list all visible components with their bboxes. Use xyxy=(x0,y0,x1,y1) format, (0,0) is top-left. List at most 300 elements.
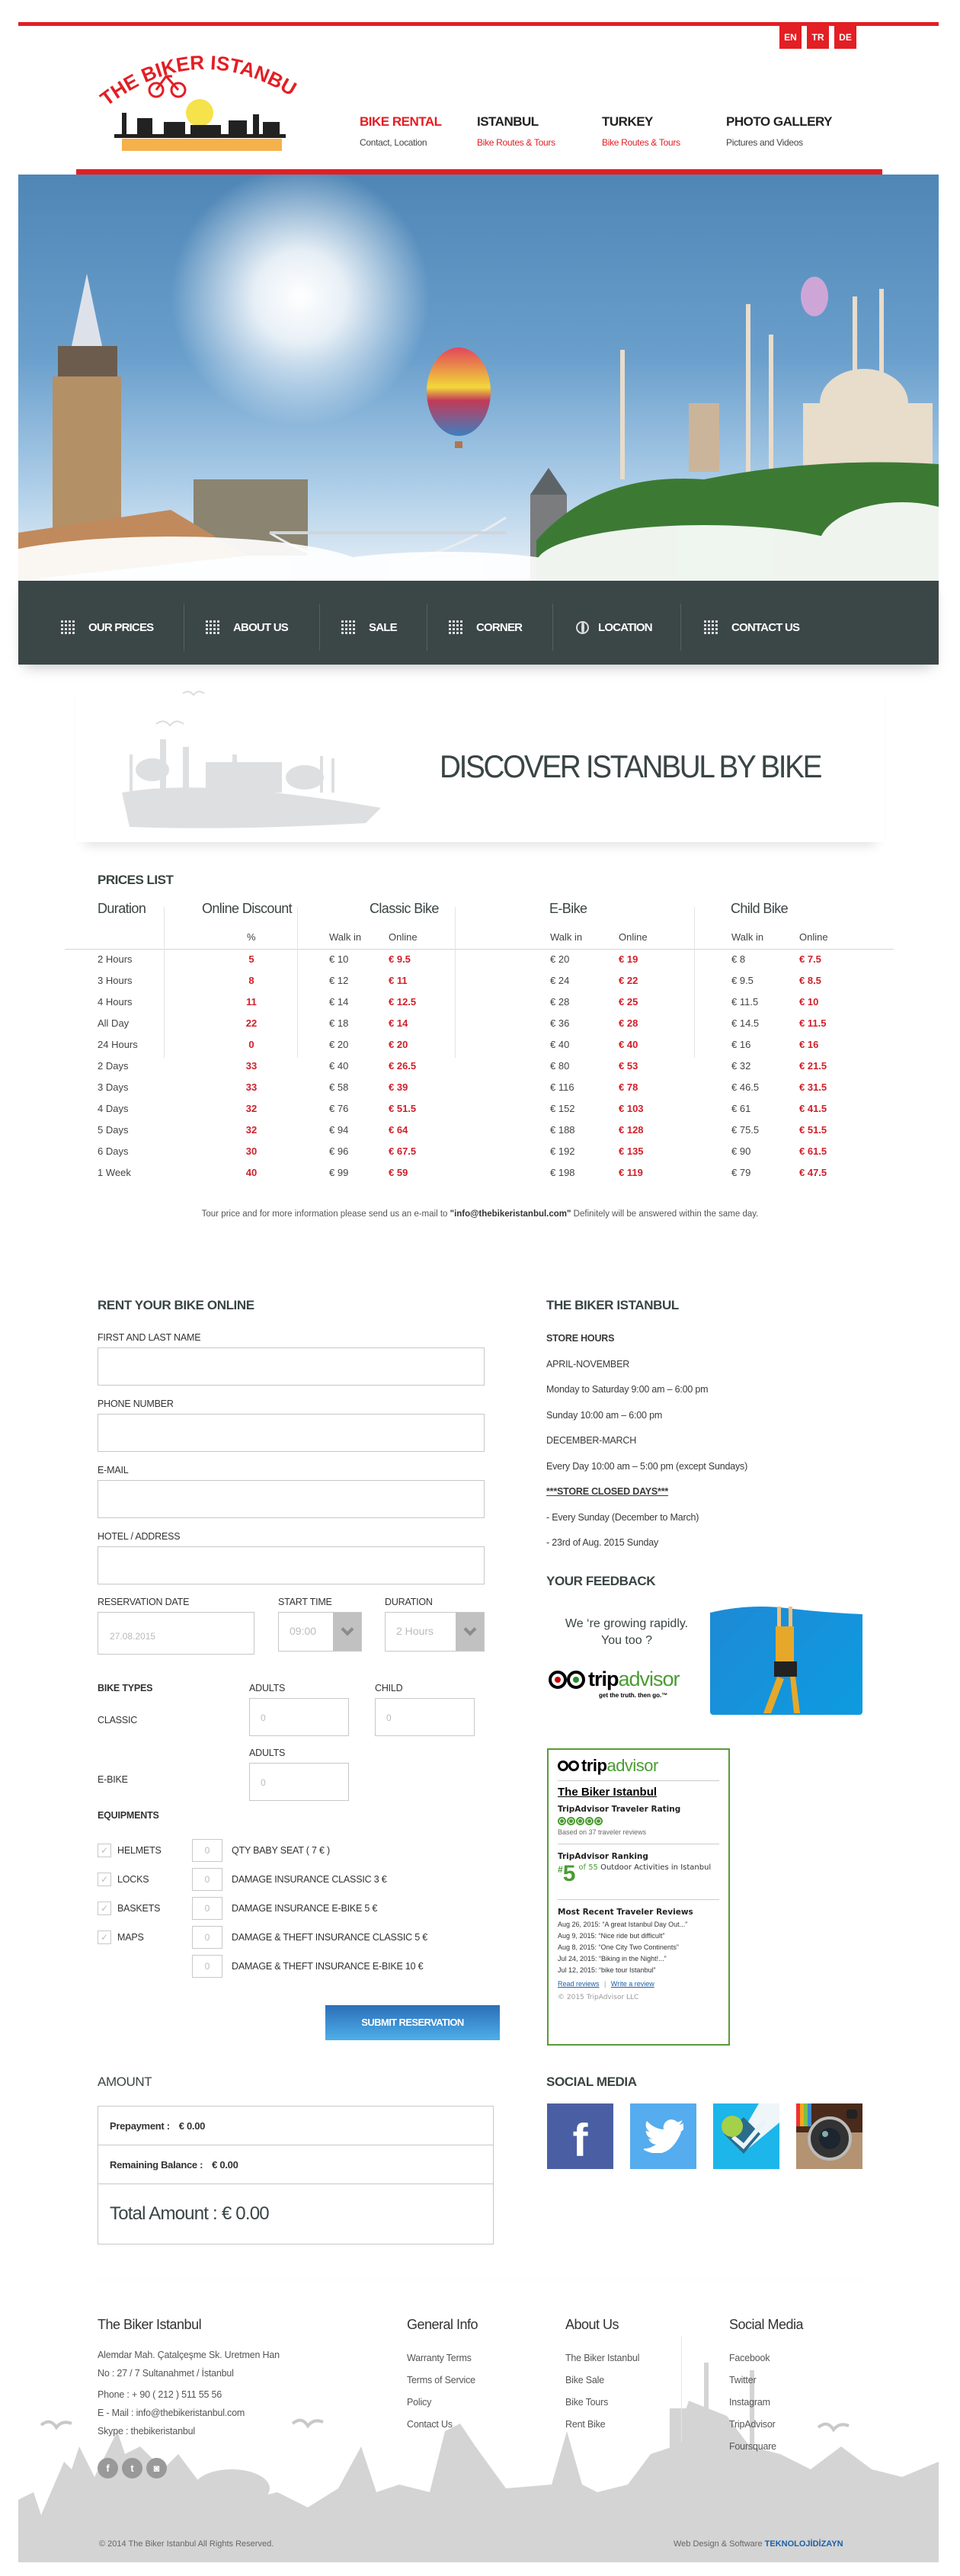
nav-title: PHOTO GALLERY xyxy=(726,114,832,129)
start-time-value: 09:00 xyxy=(290,1625,317,1637)
store-closed-line: - 23rd of Aug. 2015 Sunday xyxy=(546,1537,658,1548)
subheader-percent: % xyxy=(247,931,256,943)
email-label: E-MAIL xyxy=(98,1465,129,1475)
subnav-about-us[interactable] xyxy=(206,604,288,651)
price-cell-classic-online: € 26.5 xyxy=(389,1060,417,1072)
price-cell-child-walk: € 8 xyxy=(731,953,746,965)
footer-link[interactable]: Instagram xyxy=(729,2397,770,2408)
price-cell-ebike-walk: € 24 xyxy=(550,975,570,986)
date-value: 27.08.2015 xyxy=(110,1631,156,1642)
nav-title: TURKEY xyxy=(602,114,653,129)
price-cell-discount: 5 xyxy=(248,953,254,965)
prices-note xyxy=(0,1210,960,1219)
price-cell-ebike-online: € 78 xyxy=(619,1081,638,1093)
checkbox[interactable]: ✓ xyxy=(98,1902,111,1915)
column-divider xyxy=(297,907,298,1058)
price-cell-child-online: € 8.5 xyxy=(799,975,821,986)
instagram-circle-icon[interactable]: ◙ xyxy=(146,2458,167,2478)
price-cell-ebike-online: € 128 xyxy=(619,1124,644,1136)
price-cell-classic-walk: € 20 xyxy=(329,1039,349,1050)
twitter-button[interactable] xyxy=(630,2103,696,2169)
subheader-ebike-walkin: Walk in xyxy=(550,931,583,943)
price-cell-ebike-walk: € 152 xyxy=(550,1103,575,1114)
classic-adults-label: ADULTS xyxy=(249,1683,286,1693)
subnav-label: LOCATION xyxy=(598,620,652,634)
amount-summary xyxy=(98,2106,494,2244)
extra-label: QTY BABY SEAT ( 7 € ) xyxy=(232,1845,330,1856)
subnav-corner[interactable] xyxy=(449,604,522,651)
ta-write-review-link[interactable]: Write a review xyxy=(610,1980,654,1988)
checkbox[interactable]: ✓ xyxy=(98,1930,111,1944)
rating-bubble-icon xyxy=(585,1817,594,1825)
price-cell-discount: 32 xyxy=(245,1103,258,1114)
footer-link[interactable]: Foursquare xyxy=(729,2441,776,2452)
dropdown-button[interactable] xyxy=(456,1613,484,1651)
extra-qty-input[interactable]: 0 xyxy=(192,1955,222,1978)
price-cell-classic-online: € 9.5 xyxy=(389,953,411,965)
price-cell-duration: 3 Hours xyxy=(98,975,133,986)
nav-istanbul[interactable] xyxy=(477,114,555,148)
start-time-label: START TIME xyxy=(278,1597,332,1607)
price-cell-classic-walk: € 58 xyxy=(329,1081,349,1093)
footer-link[interactable]: Facebook xyxy=(729,2353,770,2363)
footer-link[interactable]: Terms of Service xyxy=(407,2375,475,2385)
price-cell-duration: 4 Days xyxy=(98,1103,129,1114)
rating-bubble-icon xyxy=(567,1817,575,1825)
ebike-adults-input[interactable] xyxy=(249,1763,349,1801)
facebook-button[interactable] xyxy=(547,2103,613,2169)
grid-icon xyxy=(206,620,219,634)
price-cell-ebike-walk: € 192 xyxy=(550,1145,575,1157)
price-cell-child-walk: € 11.5 xyxy=(731,996,759,1008)
ta-reviews-label: Most Recent Traveler Reviews xyxy=(558,1908,693,1917)
price-cell-classic-online: € 14 xyxy=(389,1017,408,1029)
header-e-bike: E-Bike xyxy=(549,901,587,916)
duration-label: DURATION xyxy=(385,1597,433,1607)
header-online-discount: Online Discount xyxy=(202,901,293,916)
footer-social-title: Social Media xyxy=(729,2317,804,2332)
extra-item xyxy=(192,1894,427,1923)
extra-item xyxy=(192,1836,427,1865)
chevron-down-icon xyxy=(341,1623,354,1636)
extra-qty-input[interactable]: 0 xyxy=(192,1897,222,1920)
duration-select[interactable] xyxy=(385,1612,485,1652)
footer-address xyxy=(98,2346,280,2440)
price-cell-discount: 40 xyxy=(245,1167,258,1178)
price-cell-child-walk: € 79 xyxy=(731,1167,751,1178)
prepayment-value: € 0.00 xyxy=(178,2119,206,2132)
hot-air-balloon-small-icon xyxy=(801,277,828,316)
email-input[interactable] xyxy=(98,1480,485,1518)
feedback-title: YOUR FEEDBACK xyxy=(546,1574,656,1588)
price-cell-ebike-walk: € 20 xyxy=(550,953,570,965)
price-cell-classic-walk: € 10 xyxy=(329,953,349,965)
subnav-our-prices[interactable] xyxy=(61,604,153,651)
owl-eyes-icon xyxy=(549,1671,585,1689)
ebike-adults-label: ADULTS xyxy=(249,1748,286,1758)
equipment-label: HELMETS xyxy=(117,1845,162,1856)
price-cell-child-walk: € 14.5 xyxy=(731,1017,760,1029)
ta-review-link[interactable]: Jul 24, 2015: “Biking in the Night!...” xyxy=(558,1955,667,1962)
address-input[interactable] xyxy=(98,1546,485,1584)
brand-advisor: advisor xyxy=(618,1668,680,1690)
remaining-label: Remaining Balance : xyxy=(110,2158,203,2171)
price-cell-classic-walk: € 76 xyxy=(329,1103,349,1114)
store-hours-line: DECEMBER-MARCH xyxy=(546,1435,637,1446)
price-cell-ebike-online: € 135 xyxy=(619,1145,644,1157)
ta-business-link[interactable]: The Biker Istanbul xyxy=(558,1786,658,1799)
footer-link[interactable]: TripAdvisor xyxy=(729,2419,776,2430)
bike-types-label: BIKE TYPES xyxy=(98,1683,153,1693)
price-cell-child-online: € 10 xyxy=(799,996,819,1008)
price-cell-ebike-online: € 103 xyxy=(619,1103,644,1114)
store-hours xyxy=(546,1333,882,1563)
foursquare-icon xyxy=(713,2103,779,2169)
ebike-label: E-BIKE xyxy=(98,1774,128,1785)
brand-trip: trip xyxy=(581,1756,607,1775)
price-cell-classic-walk: € 18 xyxy=(329,1017,349,1029)
price-cell-child-online: € 21.5 xyxy=(799,1060,827,1072)
ta-rank-text: Outdoor Activities in Istanbul xyxy=(597,1863,712,1872)
price-cell-classic-online: € 51.5 xyxy=(389,1103,417,1114)
price-cell-classic-walk: € 14 xyxy=(329,996,349,1008)
ta-copyright: © 2015 TripAdvisor LLC xyxy=(558,1994,639,2001)
extra-label: DAMAGE INSURANCE CLASSIC 3 € xyxy=(232,1874,387,1885)
classic-child-input[interactable] xyxy=(375,1698,475,1736)
price-cell-duration: 4 Hours xyxy=(98,996,133,1008)
store-closed-line: - Every Sunday (December to March) xyxy=(546,1511,699,1523)
header-red-bar xyxy=(76,169,882,175)
subheader-child-online: Online xyxy=(799,931,828,943)
nav-turkey[interactable] xyxy=(602,114,680,148)
globe-icon xyxy=(576,621,589,634)
nav-photo-gallery[interactable] xyxy=(726,114,832,148)
nav-subtitle: Bike Routes & Tours xyxy=(602,137,680,148)
equipments-label: EQUIPMENTS xyxy=(98,1810,159,1821)
subnav-sale[interactable] xyxy=(341,604,397,651)
price-cell-child-walk: € 9.5 xyxy=(731,975,754,986)
footer-link[interactable]: Policy xyxy=(407,2397,432,2408)
store-hours-line: Sunday 10:00 am – 6:00 pm xyxy=(546,1409,663,1421)
extra-qty-input[interactable]: 0 xyxy=(192,1868,222,1891)
credit-brand-link[interactable]: TEKNOLOJİDİZAYN xyxy=(764,2539,843,2549)
ta-review-link[interactable]: Aug 26, 2015: “A great Istanbul Day Out...” xyxy=(558,1921,688,1928)
footer-credit xyxy=(674,2539,843,2549)
price-cell-child-walk: € 46.5 xyxy=(731,1081,760,1093)
feedback-line: You too ? xyxy=(600,1634,653,1647)
price-cell-duration: 6 Days xyxy=(98,1145,129,1157)
price-cell-discount: 22 xyxy=(245,1017,258,1029)
remaining-row xyxy=(98,2145,493,2184)
discover-title: DISCOVER ISTANBUL BY BIKE xyxy=(440,748,821,784)
lang-de-button[interactable]: DE xyxy=(834,26,856,49)
extra-label: DAMAGE INSURANCE E-BIKE 5 € xyxy=(232,1903,378,1914)
footer-phone: Phone : + 90 ( 212 ) 511 55 56 xyxy=(98,2389,222,2400)
hero-illustration xyxy=(18,175,939,581)
footer-general-links xyxy=(407,2347,475,2436)
equipment-label: BASKETS xyxy=(117,1903,161,1914)
qty-placeholder: 0 xyxy=(261,1777,266,1788)
store-hours-label: STORE HOURS xyxy=(546,1333,615,1344)
price-cell-discount: 33 xyxy=(245,1081,258,1093)
price-cell-child-walk: € 16 xyxy=(731,1039,751,1050)
price-cell-discount: 0 xyxy=(248,1039,254,1050)
grid-icon xyxy=(341,620,355,634)
equipment-label: MAPS xyxy=(117,1932,144,1943)
footer-social-links xyxy=(729,2347,776,2458)
price-cell-child-online: € 7.5 xyxy=(799,953,821,965)
price-cell-classic-online: € 11 xyxy=(389,975,408,986)
ta-read-reviews-link[interactable]: Read reviews xyxy=(558,1980,600,1988)
column-divider xyxy=(164,907,165,1058)
subnav-divider xyxy=(319,604,320,651)
twitter-circle-icon[interactable]: t xyxy=(122,2458,142,2478)
price-cell-discount: 30 xyxy=(245,1145,258,1157)
equipment-label: LOCKS xyxy=(117,1874,149,1885)
hot-air-balloon-icon xyxy=(427,348,491,436)
ta-review-link[interactable]: Aug 8, 2015: “One City Two Continents” xyxy=(558,1943,679,1951)
header-divider xyxy=(65,949,894,950)
footer-company-title: The Biker Istanbul xyxy=(98,2317,202,2332)
footer-shadow xyxy=(91,2286,869,2287)
ta-rating-label: TripAdvisor Traveler Rating xyxy=(558,1805,681,1814)
price-cell-child-online: € 11.5 xyxy=(799,1017,827,1029)
twitter-icon xyxy=(644,2119,683,2153)
lang-en-button[interactable]: EN xyxy=(779,26,802,49)
equipment-item[interactable] xyxy=(98,1894,162,1923)
start-time-select[interactable] xyxy=(278,1612,362,1652)
site-logo[interactable] xyxy=(91,46,312,168)
store-hours-line: Monday to Saturday 9:00 am – 6:00 pm xyxy=(546,1384,709,1395)
duration-value: 2 Hours xyxy=(396,1625,434,1637)
price-cell-classic-walk: € 40 xyxy=(329,1060,349,1072)
rating-bubble-icon xyxy=(576,1817,584,1825)
ta-rank-number: 5 xyxy=(562,1861,576,1886)
price-cell-child-walk: € 32 xyxy=(731,1060,751,1072)
total-row xyxy=(98,2184,493,2244)
ta-ranking-label: TripAdvisor Ranking xyxy=(558,1852,648,1861)
logo-text: THE BIKER ISTANBU xyxy=(95,50,301,111)
footer-link[interactable]: Contact Us xyxy=(407,2419,453,2430)
instagram-button[interactable] xyxy=(796,2103,862,2169)
facebook-circle-icon[interactable]: f xyxy=(98,2458,118,2478)
price-cell-classic-online: € 59 xyxy=(389,1167,408,1178)
footer-email[interactable]: E - Mail : info@thebikeristanbul.com xyxy=(98,2408,245,2418)
remaining-value: € 0.00 xyxy=(212,2158,238,2171)
footer-general-title: General Info xyxy=(407,2317,478,2332)
classic-adults-input[interactable] xyxy=(249,1698,349,1736)
grid-icon xyxy=(61,620,75,634)
nav-subtitle: Contact, Location xyxy=(360,137,427,148)
equipment-item[interactable] xyxy=(98,1836,162,1865)
footer-link[interactable]: Rent Bike xyxy=(565,2419,606,2430)
brand-trip: trip xyxy=(588,1668,619,1690)
equipment-list xyxy=(98,1836,162,1952)
price-cell-classic-walk: € 96 xyxy=(329,1145,349,1157)
price-cell-duration: 2 Days xyxy=(98,1060,129,1072)
note-email-link[interactable]: "info@thebikeristanbul.com" xyxy=(450,1210,571,1219)
footer-link[interactable]: Warranty Terms xyxy=(407,2353,472,2363)
price-cell-child-online: € 16 xyxy=(799,1039,819,1050)
price-cell-discount: 11 xyxy=(246,996,257,1008)
extra-label: DAMAGE & THEFT INSURANCE CLASSIC 5 € xyxy=(232,1932,427,1943)
price-cell-classic-walk: € 99 xyxy=(329,1167,349,1178)
price-cell-ebike-walk: € 28 xyxy=(550,996,570,1008)
footer-copyright: © 2014 The Biker Istanbul All Rights Reserved. xyxy=(99,2539,274,2549)
price-cell-child-walk: € 75.5 xyxy=(731,1124,760,1136)
price-cell-child-walk: € 61 xyxy=(731,1103,751,1114)
subheader-ebike-online: Online xyxy=(619,931,648,943)
price-cell-ebike-online: € 53 xyxy=(619,1060,638,1072)
price-cell-duration: 1 Week xyxy=(98,1167,131,1178)
footer-link[interactable]: The Biker Istanbul xyxy=(565,2353,640,2363)
rating-bubble-icon xyxy=(594,1817,603,1825)
price-cell-classic-online: € 20 xyxy=(389,1039,408,1050)
price-cell-classic-online: € 39 xyxy=(389,1081,408,1093)
qty-placeholder: 0 xyxy=(261,1713,266,1723)
date-label: RESERVATION DATE xyxy=(98,1597,190,1607)
ta-reviews-list xyxy=(558,1921,719,1974)
price-cell-classic-online: € 64 xyxy=(389,1124,408,1136)
address-line: No : 27 / 7 Sultanahmet / İstanbul xyxy=(98,2368,234,2379)
feedback-text xyxy=(549,1616,705,1649)
grid-icon xyxy=(704,620,718,634)
feedback-line: We ‘re growing rapidly. xyxy=(565,1617,689,1630)
price-cell-ebike-online: € 40 xyxy=(619,1039,638,1050)
credit-prefix: Web Design & Software xyxy=(674,2539,765,2549)
address-line: Alemdar Mah. Çatalçeşme Sk. Uretmen Han xyxy=(98,2350,280,2360)
price-cell-child-online: € 31.5 xyxy=(799,1081,827,1093)
price-cell-child-online: € 51.5 xyxy=(799,1124,827,1136)
facebook-icon: f xyxy=(572,2114,588,2166)
price-cell-ebike-walk: € 36 xyxy=(550,1017,570,1029)
woman-holding-banner-icon xyxy=(710,1607,862,1715)
subheader-classic-walkin: Walk in xyxy=(329,931,362,943)
date-input[interactable] xyxy=(98,1612,254,1655)
chevron-down-icon xyxy=(463,1623,476,1636)
price-cell-ebike-online: € 28 xyxy=(619,1017,638,1029)
store-hours-line: APRIL-NOVEMBER xyxy=(546,1358,630,1370)
lang-tr-button[interactable]: TR xyxy=(807,26,829,49)
footer xyxy=(18,2294,939,2562)
extra-label: DAMAGE & THEFT INSURANCE E-BIKE 10 € xyxy=(232,1961,424,1972)
price-cell-duration: 5 Days xyxy=(98,1124,129,1136)
subnav-label: ABOUT US xyxy=(233,620,288,634)
header-duration: Duration xyxy=(98,901,146,916)
ta-review-link[interactable]: Aug 9, 2015: “Nice ride but difficult” xyxy=(558,1932,665,1940)
footer-divider xyxy=(681,2336,682,2443)
nav-bike-rental[interactable] xyxy=(360,114,442,148)
price-cell-duration: All Day xyxy=(98,1017,130,1029)
sun-icon xyxy=(186,99,213,127)
nav-subtitle: Bike Routes & Tours xyxy=(477,137,555,148)
checkbox[interactable]: ✓ xyxy=(98,1844,111,1857)
note-text: Tour price and for more information please send us an e-mail to xyxy=(201,1210,450,1219)
checkbox[interactable]: ✓ xyxy=(98,1873,111,1886)
footer-link[interactable]: Twitter xyxy=(729,2375,757,2385)
instagram-icon xyxy=(796,2103,862,2169)
header-classic-bike: Classic Bike xyxy=(370,901,439,916)
equipment-item[interactable] xyxy=(98,1923,162,1952)
extra-item xyxy=(192,1865,427,1894)
footer-about-title: About Us xyxy=(565,2317,619,2332)
name-input[interactable] xyxy=(98,1347,485,1386)
nav-subtitle: Pictures and Videos xyxy=(726,137,803,148)
price-cell-discount: 8 xyxy=(248,975,254,986)
nav-title: BIKE RENTAL xyxy=(360,114,442,129)
total-value: € 0.00 xyxy=(221,2203,269,2224)
subnav-divider xyxy=(680,604,681,651)
footer-link[interactable]: Bike Tours xyxy=(565,2397,609,2408)
subnav-contact-us[interactable] xyxy=(704,604,799,651)
phone-input[interactable] xyxy=(98,1414,485,1452)
foursquare-button[interactable] xyxy=(713,2103,779,2169)
equipment-item[interactable] xyxy=(98,1865,162,1894)
price-cell-classic-walk: € 12 xyxy=(329,975,349,986)
extra-qty-input[interactable]: 0 xyxy=(192,1926,222,1949)
owl-eyes-icon xyxy=(558,1761,579,1771)
footer-social-icons xyxy=(98,2458,171,2478)
price-cell-duration: 2 Hours xyxy=(98,953,133,965)
store-closed-label: ***STORE CLOSED DAYS*** xyxy=(546,1486,669,1497)
price-cell-duration: 3 Days xyxy=(98,1081,129,1093)
extra-qty-input[interactable]: 0 xyxy=(192,1839,222,1862)
price-cell-ebike-online: € 119 xyxy=(619,1167,643,1178)
tripadvisor-widget: tripadvisor The Biker Istanbul TripAdvisor Traveler Rating Based on 37 traveler reviews TripAdvisor Ranking # 5 of 55 Outdoor Activities in Istanbul Most Recent Traveler Reviews Aug 26, 2015: “A great Istanbul Day Out...” Aug 9, 2015: “Nice ride but difficult” Aug 8, 2015: “One City Two Continents” Jul 24, 2015: “Biking in the Night!...” Jul 12, 2015: “bike tour Istanbul” Read reviews | Write a review © 2015 TripAdvisor LLC xyxy=(547,1748,730,2046)
price-cell-discount: 33 xyxy=(245,1060,258,1072)
subnav-label: CONTACT US xyxy=(731,620,800,634)
mosque-icon xyxy=(620,289,933,479)
footer-link[interactable]: Bike Sale xyxy=(565,2375,605,2385)
store-hours-line: Every Day 10:00 am – 5:00 pm (except Sundays) xyxy=(546,1460,748,1472)
rating-bubble-icon xyxy=(558,1817,566,1825)
price-cell-ebike-online: € 25 xyxy=(619,996,638,1008)
price-cell-child-walk: € 90 xyxy=(731,1145,751,1157)
price-cell-discount: 32 xyxy=(245,1124,258,1136)
tripadvisor-tagline: get the truth. then go.™ xyxy=(599,1692,668,1699)
price-cell-ebike-walk: € 116 xyxy=(550,1081,574,1093)
brand-advisor: advisor xyxy=(606,1756,658,1775)
classic-label: CLASSIC xyxy=(98,1715,138,1725)
subnav-label: CORNER xyxy=(476,620,523,634)
ta-review-link[interactable]: Jul 12, 2015: “bike tour Istanbul” xyxy=(558,1966,656,1974)
sun-glow xyxy=(171,175,430,426)
ta-rank-hash: # xyxy=(558,1864,563,1875)
note-text: Definitely will be answered within the same day. xyxy=(571,1210,759,1219)
price-cell-classic-online: € 12.5 xyxy=(389,996,417,1008)
extra-item xyxy=(192,1923,427,1952)
nav-title: ISTANBUL xyxy=(477,114,539,129)
subheader-classic-online: Online xyxy=(389,931,418,943)
extra-item xyxy=(192,1952,427,1981)
footer-skype: Skype : thebikeristanbul xyxy=(98,2426,195,2437)
header-child-bike: Child Bike xyxy=(731,901,789,916)
tripadvisor-logo[interactable] xyxy=(549,1668,705,1691)
price-cell-ebike-walk: € 40 xyxy=(550,1039,570,1050)
subnav-location[interactable] xyxy=(576,604,652,651)
ta-rank-of: of 55 xyxy=(578,1863,598,1872)
column-divider xyxy=(455,907,456,1058)
social-title: SOCIAL MEDIA xyxy=(546,2075,637,2089)
prepayment-label: Prepayment : xyxy=(110,2119,170,2132)
footer-about-links xyxy=(565,2347,639,2436)
column-divider xyxy=(694,907,695,1058)
submit-reservation-button[interactable]: SUBMIT RESERVATION xyxy=(325,2005,500,2040)
price-cell-classic-online: € 67.5 xyxy=(389,1145,417,1157)
ta-rating-bubbles xyxy=(558,1817,719,1825)
ta-widget-logo[interactable] xyxy=(558,1756,719,1776)
dropdown-button[interactable] xyxy=(333,1613,361,1651)
